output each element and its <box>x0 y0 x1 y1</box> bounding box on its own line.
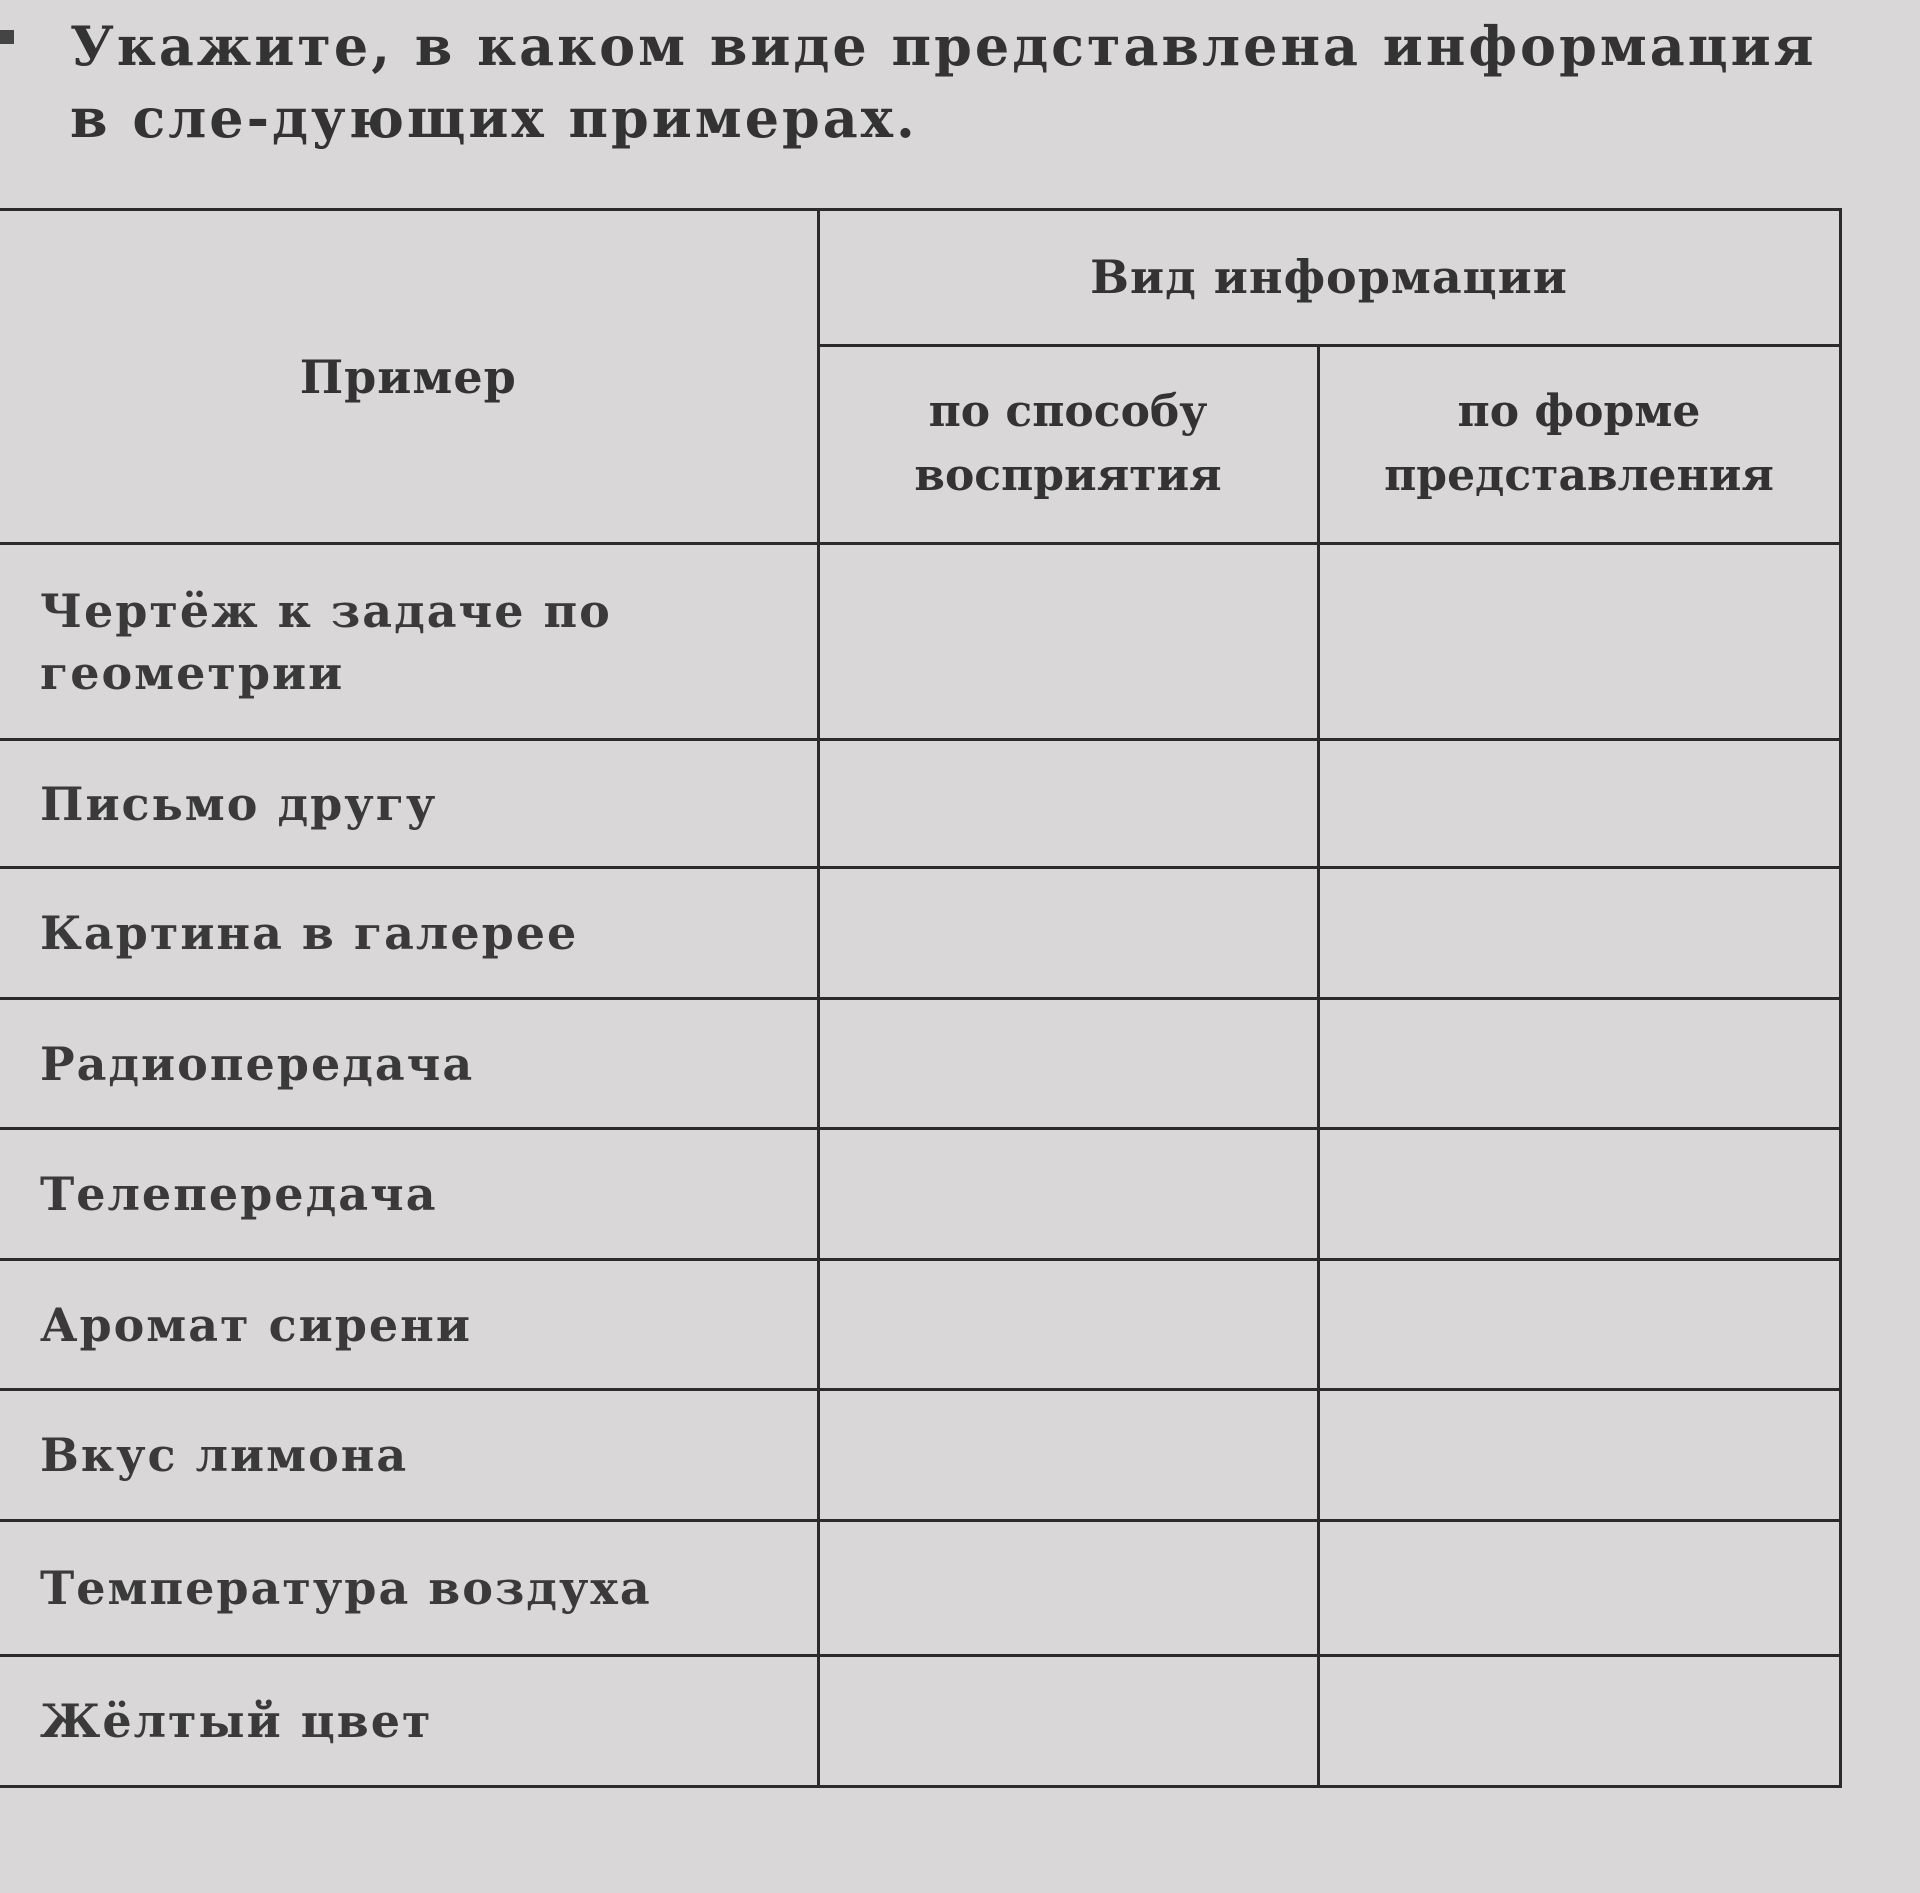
form-answer-cell[interactable] <box>1318 1129 1840 1259</box>
header-by-perception: по способу восприятия <box>818 345 1318 544</box>
header-by-form: по форме представления <box>1318 345 1840 544</box>
form-answer-cell[interactable] <box>1318 1390 1840 1520</box>
form-answer-cell[interactable] <box>1318 868 1840 998</box>
header-example: Пример <box>0 210 818 544</box>
perception-answer-cell[interactable] <box>818 739 1318 867</box>
table-row <box>0 1520 1840 1656</box>
example-cell: Вкус лимона <box>0 1390 818 1520</box>
form-answer-cell[interactable] <box>1318 1656 1840 1787</box>
task-instruction: Укажите, в каком виде представлена информация в сле-дующих примерах. <box>70 14 1817 150</box>
perception-answer-cell[interactable] <box>818 1390 1318 1520</box>
example-cell: Аромат сирени <box>0 1259 818 1389</box>
perception-answer-cell[interactable] <box>818 1656 1318 1787</box>
example-cell: Жёлтый цвет <box>0 1656 818 1787</box>
example-cell: Письмо другу <box>0 739 818 867</box>
perception-answer-cell[interactable] <box>818 868 1318 998</box>
example-cell: Телепередача <box>0 1129 818 1259</box>
example-cell: Температура воздуха <box>0 1520 818 1656</box>
form-answer-cell[interactable] <box>1318 998 1840 1128</box>
example-cell: Картина в галерее <box>0 868 818 998</box>
header-info-type: Вид информации <box>818 210 1840 346</box>
perception-answer-cell[interactable] <box>818 1259 1318 1389</box>
perception-answer-cell[interactable] <box>818 544 1318 740</box>
perception-answer-cell[interactable] <box>818 1520 1318 1656</box>
info-type-table <box>0 208 1842 1788</box>
table-row <box>0 544 1840 740</box>
example-cell: Радиопередача <box>0 998 818 1128</box>
perception-answer-cell[interactable] <box>818 1129 1318 1259</box>
perception-answer-cell[interactable] <box>818 998 1318 1128</box>
form-answer-cell[interactable] <box>1318 1259 1840 1389</box>
table-row <box>0 1390 1840 1520</box>
form-answer-cell[interactable] <box>1318 739 1840 867</box>
table-row <box>0 1129 1840 1259</box>
form-answer-cell[interactable] <box>1318 544 1840 740</box>
table-row <box>0 1259 1840 1389</box>
table-row <box>0 739 1840 867</box>
task-bullet <box>0 30 14 44</box>
table-row <box>0 1656 1840 1787</box>
example-cell: Чертёж к задаче по геометрии <box>0 544 818 740</box>
form-answer-cell[interactable] <box>1318 1520 1840 1656</box>
table-row <box>0 868 1840 998</box>
table-row <box>0 998 1840 1128</box>
